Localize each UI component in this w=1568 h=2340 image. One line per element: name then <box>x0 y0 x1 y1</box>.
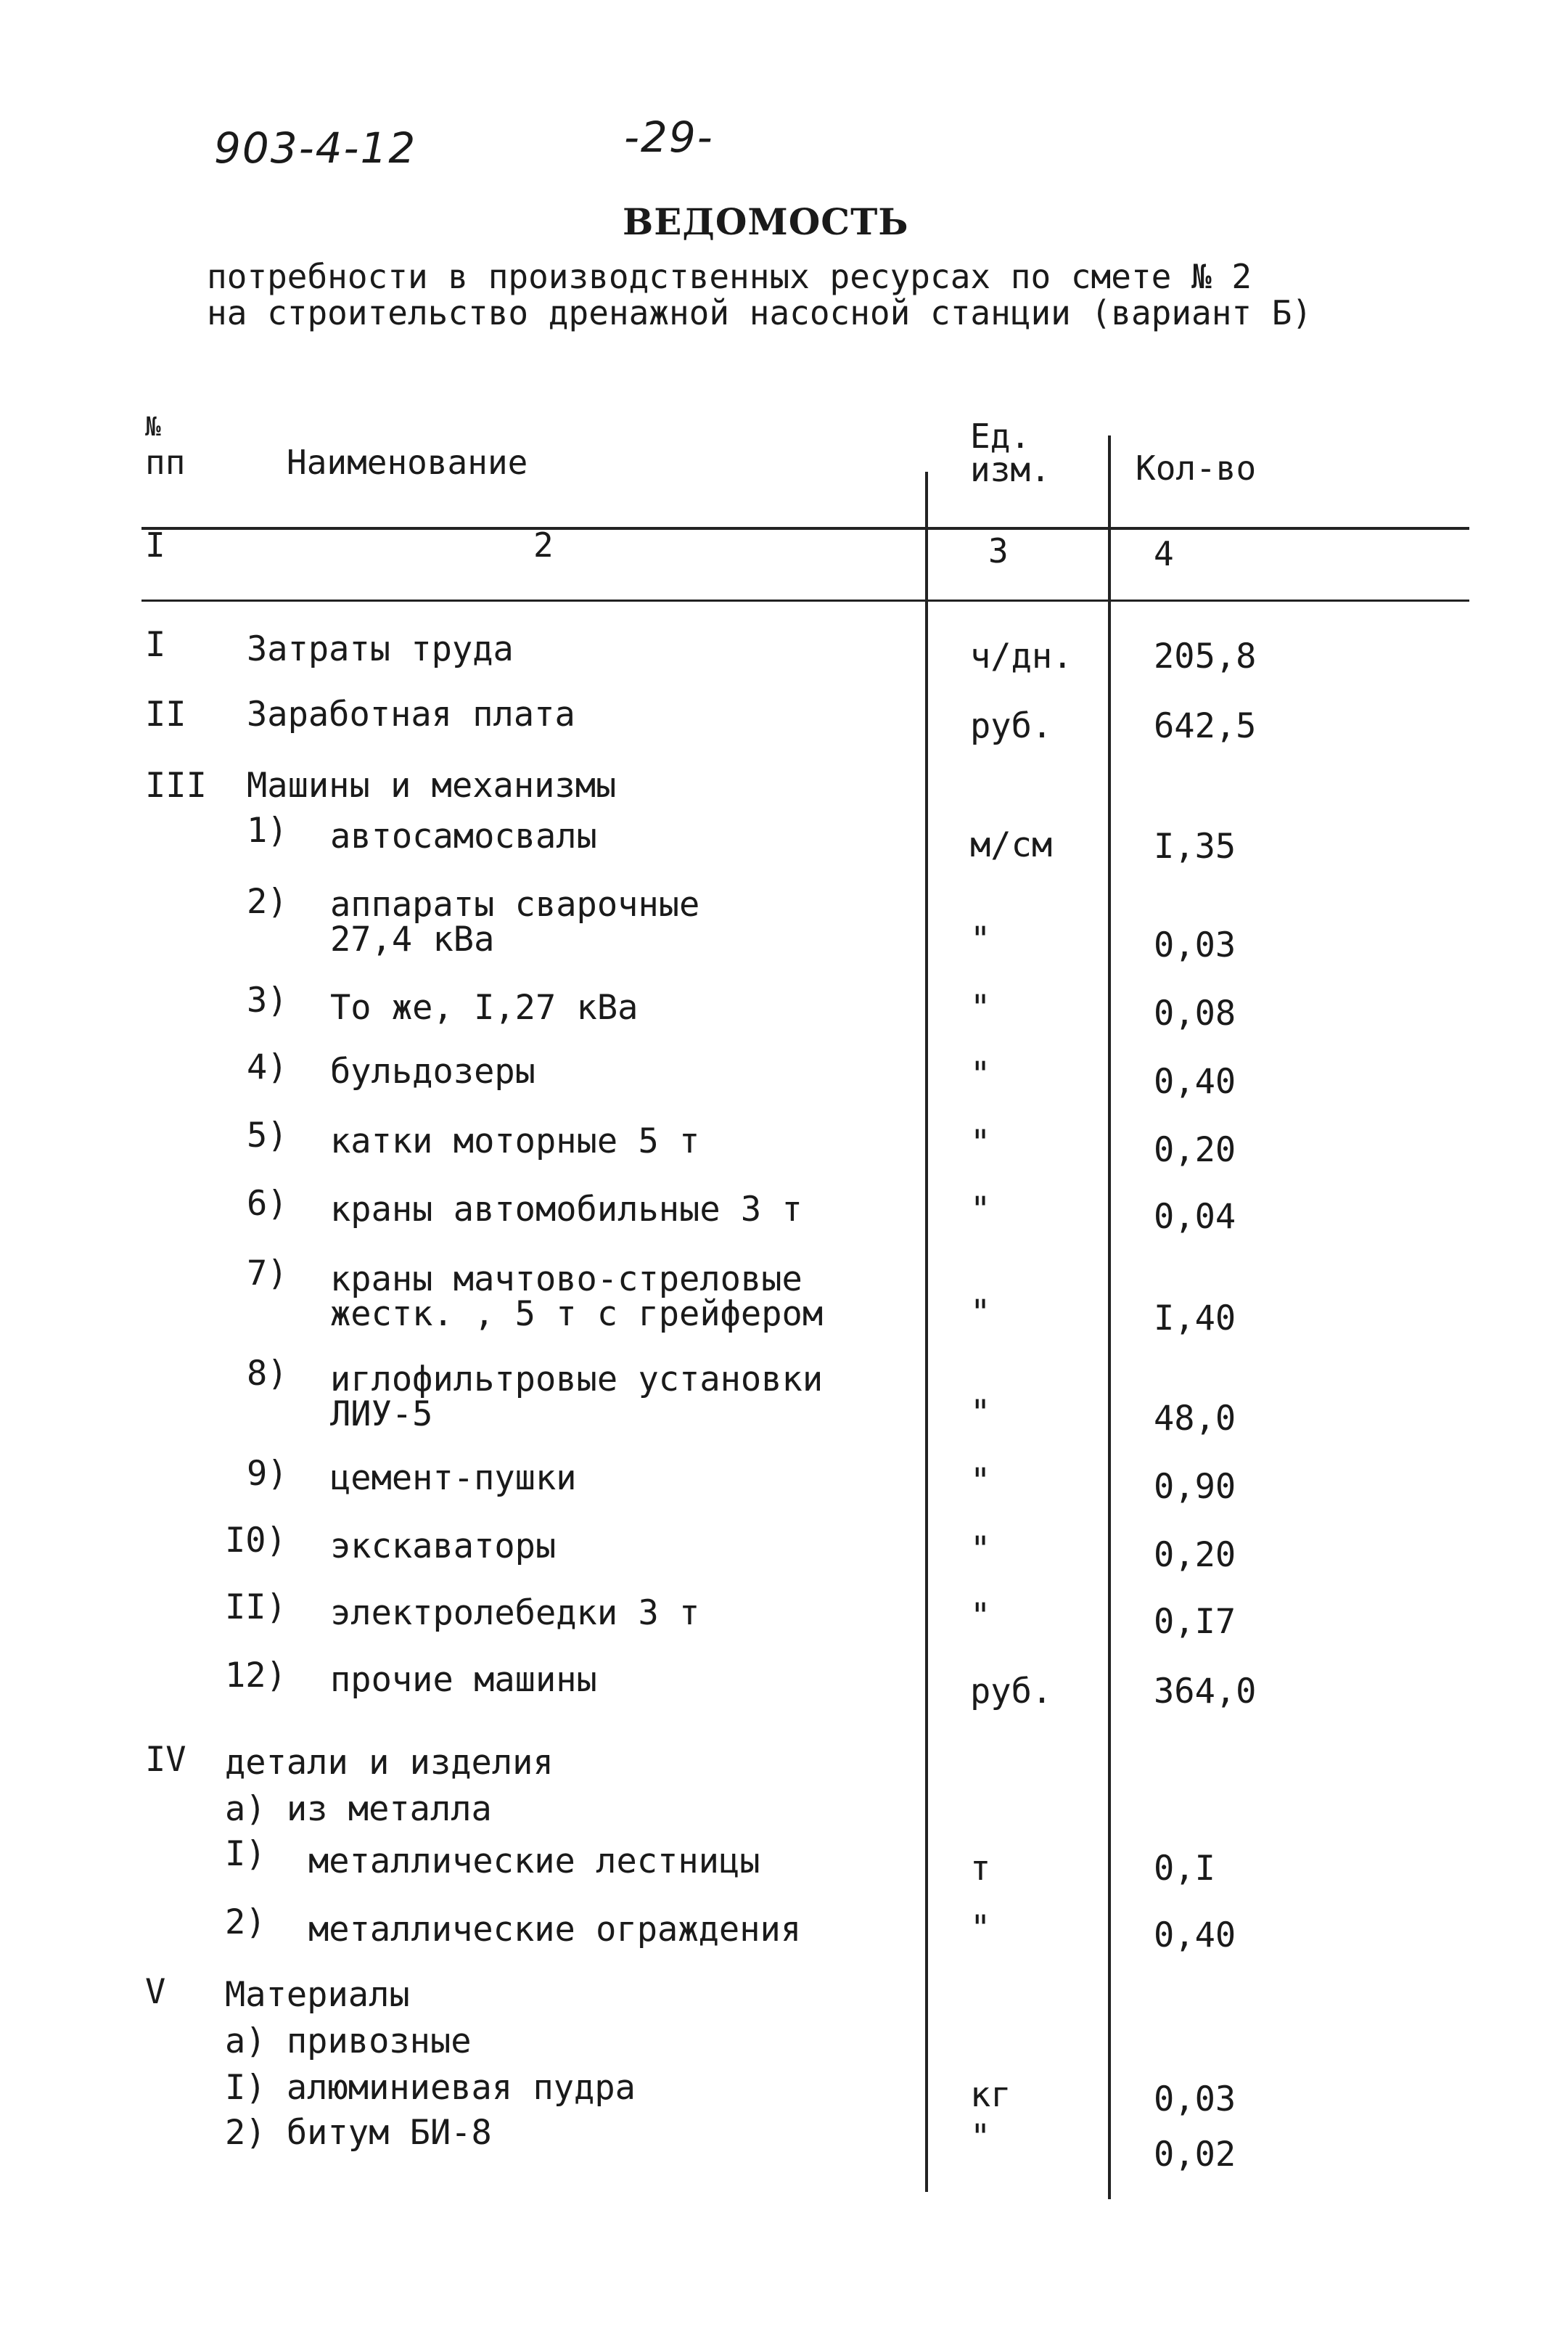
row-name: Заработная плата <box>247 695 575 735</box>
document-title: ВЕДОМОСТЬ <box>623 200 909 243</box>
column-header-quantity: Кол-во <box>1136 449 1257 488</box>
row-section-number: V <box>145 1972 166 2012</box>
row-sub-number: 6) <box>247 1184 288 1224</box>
row-name: аппараты сварочные <box>330 885 700 925</box>
row-quantity: 0,I7 <box>1154 1602 1236 1642</box>
row-name: Затраты труда <box>247 629 514 669</box>
row-unit: " <box>970 1393 991 1433</box>
column-number-2: 2 <box>533 525 554 565</box>
document-code: 903-4-12 <box>214 123 417 173</box>
row-unit: " <box>970 920 991 960</box>
row-quantity: 0,I <box>1154 1849 1215 1889</box>
row-sub-number: 9) <box>247 1454 288 1494</box>
row-quantity: 0,03 <box>1154 925 1236 965</box>
row-unit: " <box>970 1596 991 1636</box>
row-name: То же, I,27 кВа <box>330 988 639 1028</box>
row-quantity: 0,20 <box>1154 1130 1236 1170</box>
row-name: иглофильтровые установки <box>330 1359 824 1399</box>
row-sub-number: I) <box>225 1834 266 1874</box>
page-number: -29- <box>624 112 714 162</box>
row-unit: " <box>970 1293 991 1333</box>
row-name: а) привозные <box>225 2021 472 2061</box>
row-name: детали и изделия <box>225 1743 554 1783</box>
row-name: Машины и механизмы <box>247 766 617 806</box>
column-header-number: пп <box>145 443 186 482</box>
column-separator-quantity <box>1108 435 1111 2199</box>
row-quantity: 0,04 <box>1154 1197 1236 1237</box>
row-name: а) из металла <box>225 1789 492 1829</box>
row-name: экскаваторы <box>330 1526 557 1566</box>
row-name: бульдозеры <box>330 1052 535 1092</box>
row-name-continued: жестк. , 5 т с грейфером <box>330 1294 824 1334</box>
row-sub-number: 12) <box>225 1656 287 1695</box>
header-rule-top <box>141 527 1469 530</box>
row-unit: " <box>970 988 991 1028</box>
column-number-4: 4 <box>1154 534 1174 573</box>
row-unit: " <box>970 1123 991 1163</box>
row-name: катки моторные 5 т <box>330 1121 700 1161</box>
row-sub-number: 8) <box>247 1354 288 1394</box>
column-number-3: 3 <box>988 531 1009 570</box>
document-subtitle-line-1: потребности в производственных ресурсах по смете № 2 <box>207 257 1252 296</box>
column-header-unit-line-2: изм. <box>970 450 1051 489</box>
row-name-continued: ЛИУ-5 <box>330 1394 433 1434</box>
row-section-number: II <box>145 695 186 735</box>
row-quantity: 364,0 <box>1154 1672 1257 1711</box>
row-quantity: I,40 <box>1154 1298 1236 1338</box>
row-quantity: 0,90 <box>1154 1467 1236 1507</box>
row-unit: " <box>970 1461 991 1501</box>
row-sub-number: II) <box>225 1587 287 1627</box>
column-separator-unit <box>925 472 928 2192</box>
row-unit: " <box>970 2117 991 2157</box>
row-unit: т <box>970 1849 991 1889</box>
row-quantity: 0,03 <box>1154 2079 1236 2119</box>
row-quantity: I,35 <box>1154 827 1236 867</box>
row-quantity: 0,20 <box>1154 1535 1236 1575</box>
row-sub-number: 3) <box>247 981 288 1020</box>
row-unit: " <box>970 1055 991 1095</box>
row-sub-number: 7) <box>247 1253 288 1293</box>
row-name: краны мачтово-стреловые <box>330 1259 803 1299</box>
row-name: Материалы <box>225 1975 410 2015</box>
document-subtitle-line-2: на строительство дренажной насосной станции (вариант Б) <box>207 293 1313 332</box>
row-quantity: 0,40 <box>1154 1915 1236 1955</box>
row-name-continued: 27,4 кВа <box>330 920 495 960</box>
row-name: автосамосвалы <box>330 817 597 856</box>
row-quantity: 642,5 <box>1154 706 1257 746</box>
row-unit: " <box>970 1908 991 1948</box>
column-header-unit-line-1: Ед. <box>970 417 1031 456</box>
row-sub-number: 1) <box>247 811 288 851</box>
row-unit: м/см <box>970 825 1053 865</box>
row-section-number: III <box>145 766 207 806</box>
row-unit: " <box>970 1190 991 1230</box>
row-name: прочие машины <box>330 1660 597 1700</box>
row-name: металлические лестницы <box>308 1841 760 1881</box>
row-sub-number: 4) <box>247 1047 288 1087</box>
row-name: краны автомобильные 3 т <box>330 1190 803 1230</box>
row-section-number: IV <box>145 1740 186 1780</box>
row-sub-number: I0) <box>225 1521 287 1560</box>
row-name: I) алюминиевая пудра <box>225 2068 636 2108</box>
row-name: цемент-пушки <box>330 1458 577 1498</box>
row-quantity: 0,40 <box>1154 1062 1236 1102</box>
row-unit: кг <box>970 2075 1011 2115</box>
column-number-1: I <box>145 525 165 565</box>
row-quantity: 0,08 <box>1154 994 1236 1034</box>
column-header-name: Наименование <box>287 443 528 482</box>
header-rule-bottom <box>141 600 1469 602</box>
row-quantity: 205,8 <box>1154 637 1257 676</box>
row-name: 2) битум БИ-8 <box>225 2113 492 2153</box>
row-unit: ч/дн. <box>970 637 1073 676</box>
row-quantity: 48,0 <box>1154 1399 1236 1439</box>
row-unit: руб. <box>970 1672 1053 1711</box>
row-name: электролебедки 3 т <box>330 1593 700 1633</box>
row-sub-number: 5) <box>247 1116 288 1155</box>
row-unit: руб. <box>970 706 1053 746</box>
row-sub-number: 2) <box>225 1902 266 1942</box>
row-section-number: I <box>145 625 166 665</box>
row-unit: " <box>970 1529 991 1569</box>
row-quantity: 0,02 <box>1154 2135 1236 2175</box>
row-sub-number: 2) <box>247 882 288 922</box>
row-name: металлические ограждения <box>308 1910 802 1950</box>
column-header-number-symbol: № <box>145 412 161 442</box>
